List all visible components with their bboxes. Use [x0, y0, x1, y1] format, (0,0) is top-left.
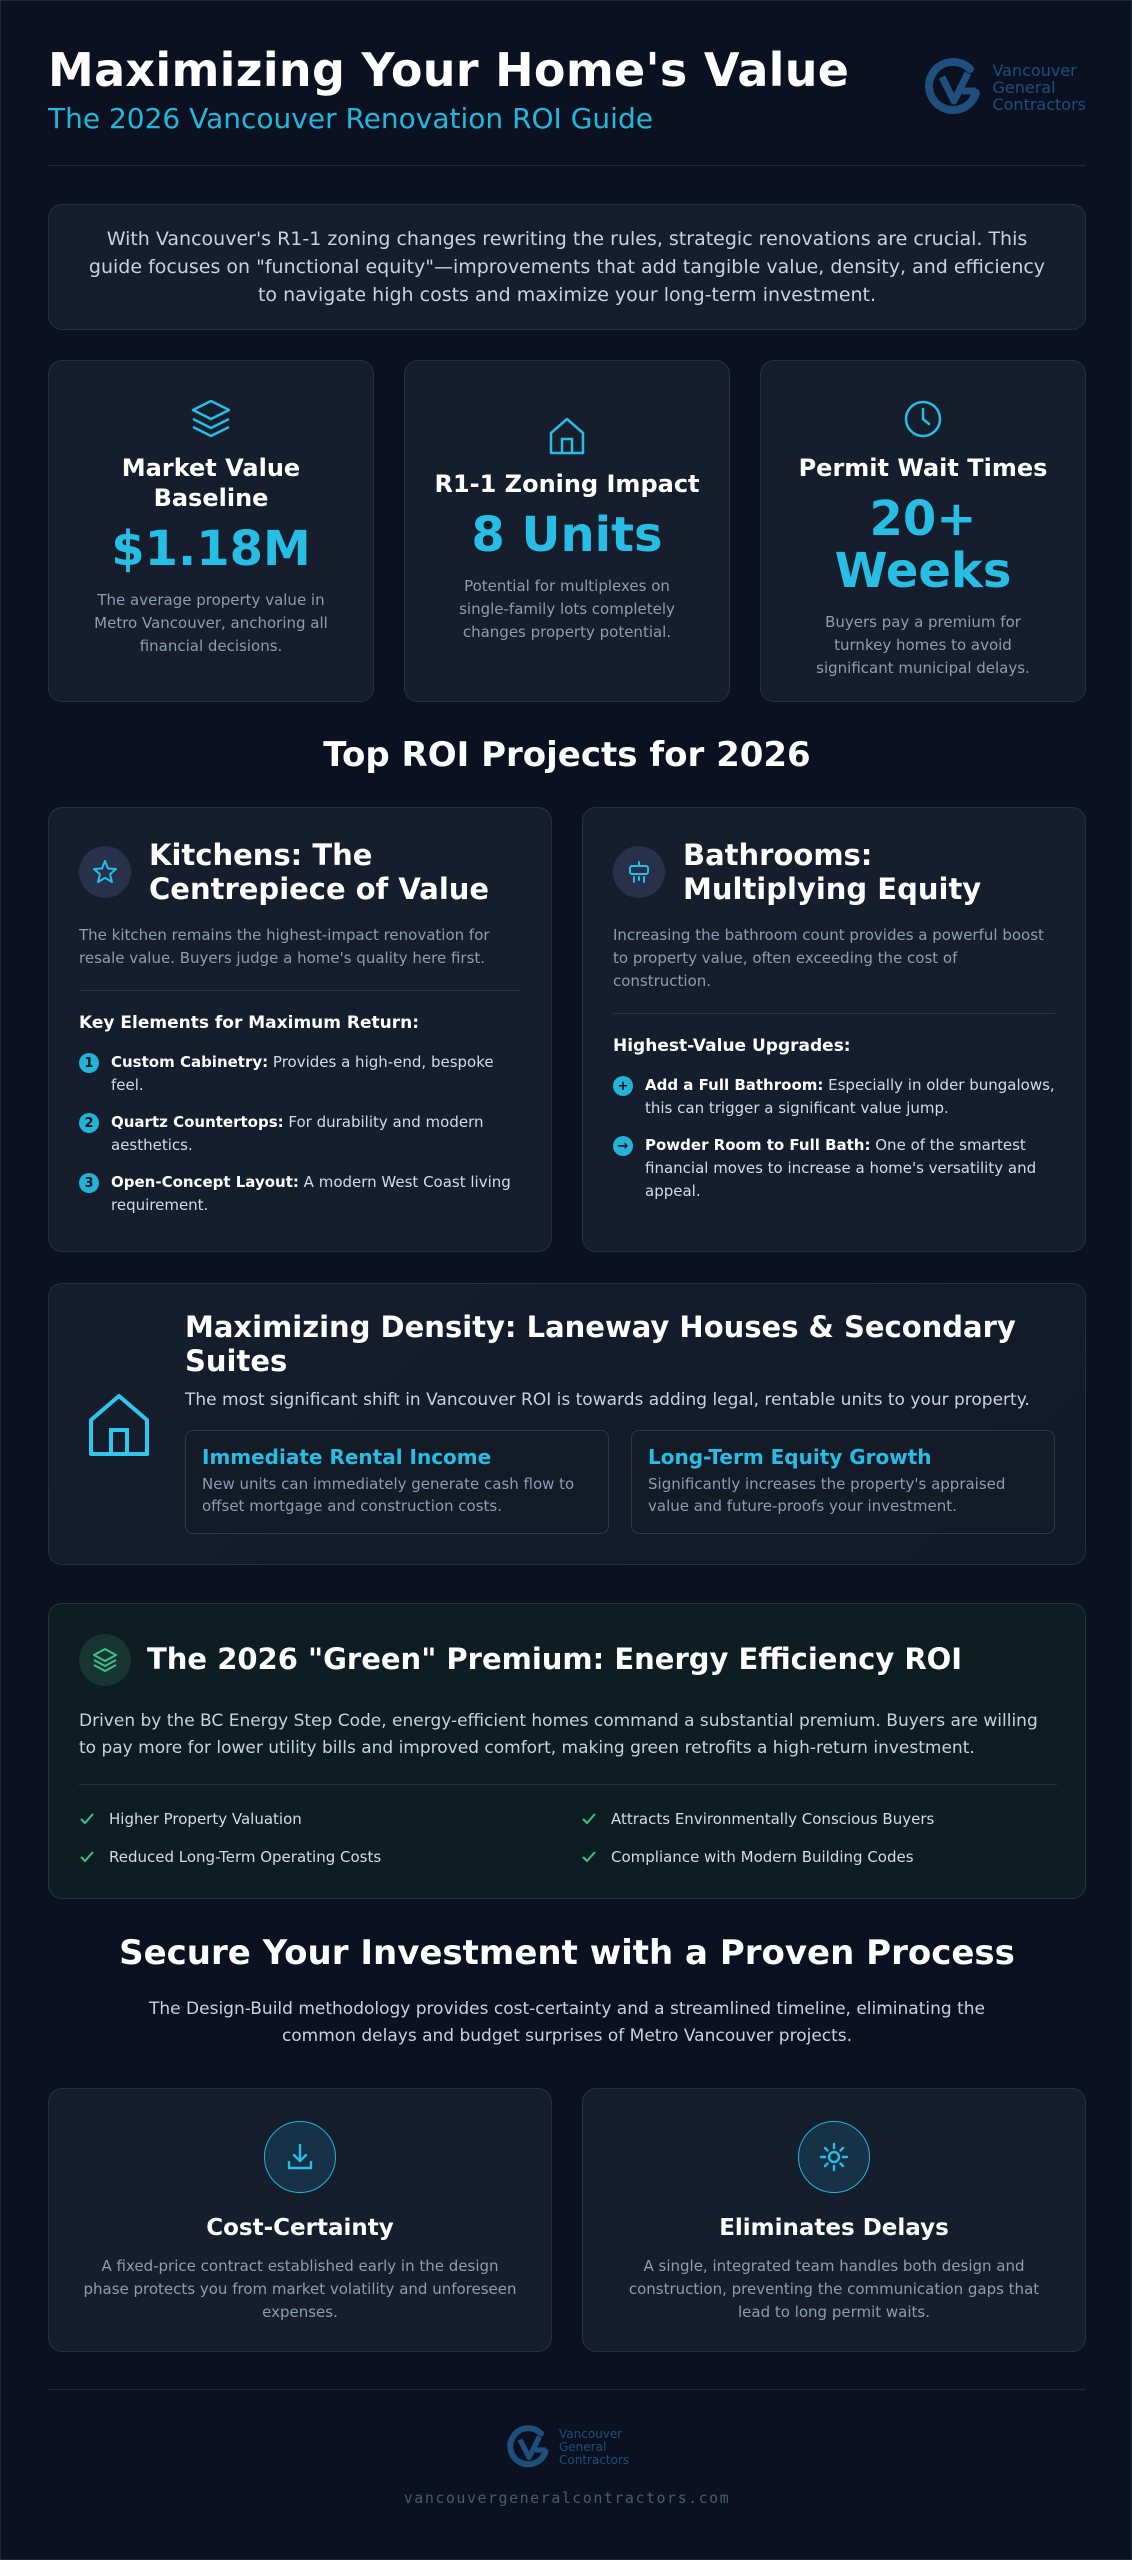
- project-subheading: Highest-Value Upgrades:: [613, 1036, 851, 1056]
- process-heading: Secure Your Investment with a Proven Process: [119, 1933, 1015, 1973]
- process-title: Eliminates Delays: [719, 2215, 949, 2241]
- list-item: 1 Custom Cabinetry: Provides a high-end, bespoke feel.: [79, 1051, 521, 1097]
- benefit-box-equity: Long-Term Equity Growth Significantly increases the property's appraised value and future-proofs your investment.: [631, 1430, 1055, 1534]
- projects-heading: Top ROI Projects for 2026: [323, 735, 811, 775]
- check-item: Higher Property Valuation: [79, 1810, 302, 1828]
- stat-card-permit: [760, 360, 1086, 702]
- green-title: The 2026 "Green" Premium: Energy Efficiency ROI: [147, 1642, 963, 1676]
- house-icon: [545, 413, 589, 457]
- process-card-delays: [582, 2088, 1086, 2352]
- process-desc: A fixed-price contract established early in the design phase protects you from market volatility and unforeseen expenses.: [83, 2257, 517, 2321]
- project-card-kitchens: [48, 807, 552, 1252]
- logo-text: Vancouver General Contractors: [559, 2426, 630, 2467]
- stat-title: R1-1 Zoning Impact: [434, 470, 700, 498]
- star-icon: [79, 846, 131, 898]
- list-item: → Powder Room to Full Bath: One of the smartest financial moves to increase a home's versatility and appeal.: [613, 1134, 1055, 1203]
- download-icon: [264, 2121, 336, 2193]
- project-card-bathrooms: [582, 807, 1086, 1252]
- project-desc: The kitchen remains the highest-impact renovation for resale value. Buyers judge a home's quality here first.: [79, 924, 521, 991]
- layers-icon: [189, 397, 233, 441]
- shower-icon: [613, 846, 665, 898]
- density-desc: The most significant shift in Vancouver ROI is towards adding legal, rentable units to your property.: [185, 1390, 1030, 1410]
- page-title: Maximizing Your Home's Value: [48, 43, 850, 97]
- stat-value: $1.18M: [111, 521, 311, 577]
- density-card: [48, 1283, 1086, 1565]
- clock-icon: [901, 397, 945, 441]
- number-badge: 2: [79, 1113, 99, 1133]
- stat-value: 8 Units: [471, 507, 663, 563]
- stat-title: Permit Wait Times: [798, 454, 1048, 482]
- checkmark-icon: [581, 1849, 597, 1865]
- process-intro: The Design-Build methodology provides cost-certainty and a streamlined timeline, eliminating the common delays and budget surprises of Metro Vancouver projects.: [149, 1999, 985, 2046]
- number-badge: 1: [79, 1053, 99, 1073]
- checkmark-icon: [79, 1849, 95, 1865]
- process-card-cost: [48, 2088, 552, 2352]
- benefit-box-rental: Immediate Rental Income New units can immediately generate cash flow to offset mortgage and construction costs.: [185, 1430, 609, 1534]
- intro-card: [48, 204, 1086, 330]
- footer-divider: [48, 2389, 1086, 2390]
- checkmark-icon: [79, 1811, 95, 1827]
- checkmark-icon: [581, 1811, 597, 1827]
- footer-logo[interactable]: [505, 2423, 629, 2471]
- intro-text: With Vancouver's R1-1 zoning changes rewriting the rules, strategic renovations are crucial. This guide focuses on "functional equity"—improvements that add tangible value, density, and efficiency to navigate high costs and maximize your long-term investment.: [88, 228, 1046, 306]
- number-badge: 3: [79, 1173, 99, 1193]
- company-logo[interactable]: [922, 55, 1086, 119]
- stat-card-market-value: [48, 360, 374, 702]
- project-subheading: Key Elements for Maximum Return:: [79, 1013, 420, 1033]
- stat-value: 20+ Weeks: [834, 491, 1012, 599]
- green-desc: Driven by the BC Energy Step Code, energy-efficient homes command a substantial premium. Buyers are willing to pay more for lower utility bills and improved comfort, making green retrofits a high-return investment.: [79, 1708, 1057, 1785]
- list-item: 2 Quartz Countertops: For durability and modern aesthetics.: [79, 1111, 521, 1157]
- stat-desc: Buyers pay a premium for turnkey homes to avoid significant municipal delays.: [816, 613, 1030, 677]
- list-item: 3 Open-Concept Layout: A modern West Coast living requirement.: [79, 1171, 521, 1217]
- process-desc: A single, integrated team handles both design and construction, preventing the communication gaps that lead to long permit waits.: [628, 2257, 1040, 2321]
- vgc-logo-icon: [505, 2423, 553, 2471]
- footer-url[interactable]: vancouvergeneralcontractors.com: [403, 2489, 731, 2507]
- sparkle-icon: [798, 2121, 870, 2193]
- logo-text: Vancouver General Contractors: [992, 60, 1086, 114]
- plus-badge: +: [613, 1076, 633, 1096]
- check-item: Reduced Long-Term Operating Costs: [79, 1848, 381, 1866]
- project-desc: Increasing the bathroom count provides a powerful boost to property value, often exceeding the cost of construction.: [613, 924, 1055, 1014]
- check-item: Compliance with Modern Building Codes: [581, 1848, 914, 1866]
- project-title: Kitchens: The Centrepiece of Value: [149, 838, 490, 906]
- density-title: Maximizing Density: Laneway Houses & Secondary Suites: [185, 1310, 1016, 1378]
- header: [48, 41, 1086, 166]
- vgc-logo-icon: [922, 55, 986, 119]
- process-title: Cost-Certainty: [206, 2215, 394, 2241]
- stat-desc: The average property value in Metro Vancouver, anchoring all financial decisions.: [94, 591, 328, 655]
- house-icon: [85, 1390, 153, 1458]
- stat-title: Market Value Baseline: [121, 454, 301, 512]
- stat-card-zoning: [404, 360, 730, 702]
- check-item: Attracts Environmentally Conscious Buyers: [581, 1810, 934, 1828]
- green-premium-card: [48, 1603, 1086, 1899]
- list-item: + Add a Full Bathroom: Especially in older bungalows, this can trigger a significant value jump.: [613, 1074, 1055, 1120]
- page-subtitle: The 2026 Vancouver Renovation ROI Guide: [48, 102, 653, 135]
- project-title: Bathrooms: Multiplying Equity: [683, 838, 982, 906]
- arrow-badge: →: [613, 1136, 633, 1156]
- stat-desc: Potential for multiplexes on single-family lots completely changes property potential.: [459, 577, 675, 641]
- leaf-layers-icon: [79, 1634, 131, 1686]
